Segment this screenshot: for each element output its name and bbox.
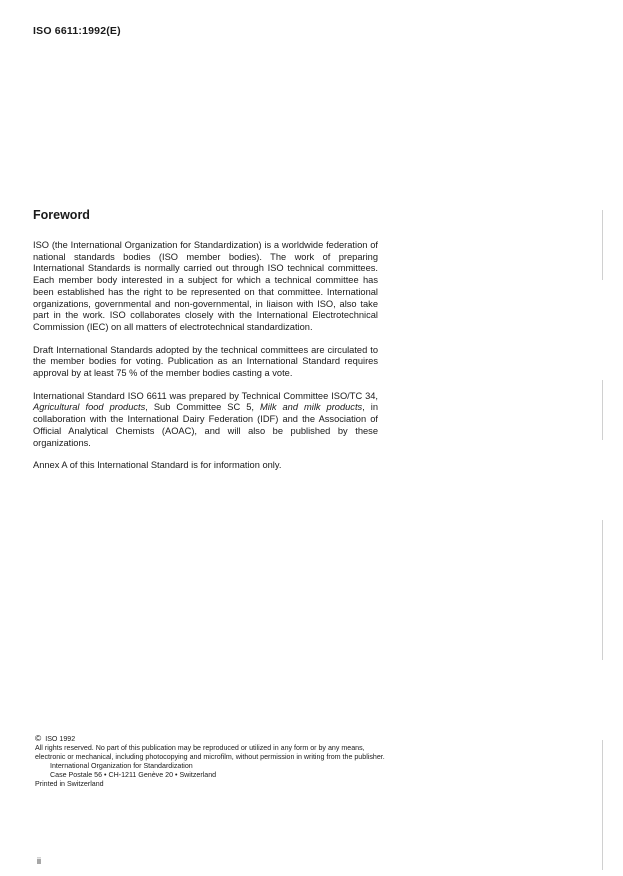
scan-edge-mark bbox=[602, 380, 603, 440]
subcommittee-name-italic: Milk and milk products bbox=[259, 402, 363, 413]
copyright-notice: ISO 1992 bbox=[45, 735, 76, 743]
copyright-rights: All rights reserved. No part of this publication may be reproduced or utilized in any form or by any means, electronic or mechanical, including photocopying and microfilm, without permission in writing from the publisher. bbox=[35, 744, 385, 762]
copyright-notice-line bbox=[35, 734, 385, 744]
foreword-body bbox=[33, 240, 378, 483]
scan-edge-mark bbox=[602, 210, 603, 280]
foreword-paragraph-1: ISO (the International Organization for Standardization) is a worldwide federation of national standards bodies (ISO member bodies). The work of preparing International Standards is normally carried out through ISO technical committees. Each member body interested in a subject for which a technical committee has been established has the right to be represented on that committee. International organizations, governmental and non-governmental, in liaison with ISO, also take part in the work. ISO collaborates closely with the International Electrotechnical Commission (IEC) on all matters of electrotechnical standardization. bbox=[33, 240, 378, 332]
copyright-address: Case Postale 56 • CH-1211 Genève 20 • Switzerland bbox=[50, 771, 217, 780]
scan-edge-mark bbox=[602, 520, 603, 660]
foreword-paragraph-2: Draft International Standards adopted by the technical committees are circulated to the member bodies for voting. Publication as an International Standard requires approval by at least 75 % of the member bodies casting a vote. bbox=[33, 344, 378, 379]
foreword-paragraph-3 bbox=[33, 391, 378, 450]
copyright-org-name: International Organization for Standardization bbox=[50, 762, 193, 771]
copyright-block bbox=[35, 734, 385, 790]
page-number: ii bbox=[37, 856, 41, 866]
paragraph-3-text-c: , in collaboration with the International Dairy Federation (IDF) and the Association of Official Analytical Chemists (AOAC), and will also be published by these organizations. bbox=[33, 402, 379, 448]
paragraph-3-text-a: International Standard ISO 6611 was prepared by Technical Committee ISO/TC 34, bbox=[33, 390, 378, 401]
committee-name-italic: Agricultural food products bbox=[33, 402, 146, 413]
copyright-printed: Printed in Switzerland bbox=[35, 780, 104, 789]
foreword-heading: Foreword bbox=[33, 208, 90, 222]
paragraph-3-text-b: , Sub Committee SC 5, bbox=[145, 402, 260, 413]
foreword-paragraph-4: Annex A of this International Standard is for information only. bbox=[33, 460, 282, 471]
copyright-symbol: © bbox=[35, 733, 42, 743]
document-identifier: ISO 6611:1992(E) bbox=[33, 25, 121, 37]
scan-edge-mark bbox=[602, 740, 603, 870]
